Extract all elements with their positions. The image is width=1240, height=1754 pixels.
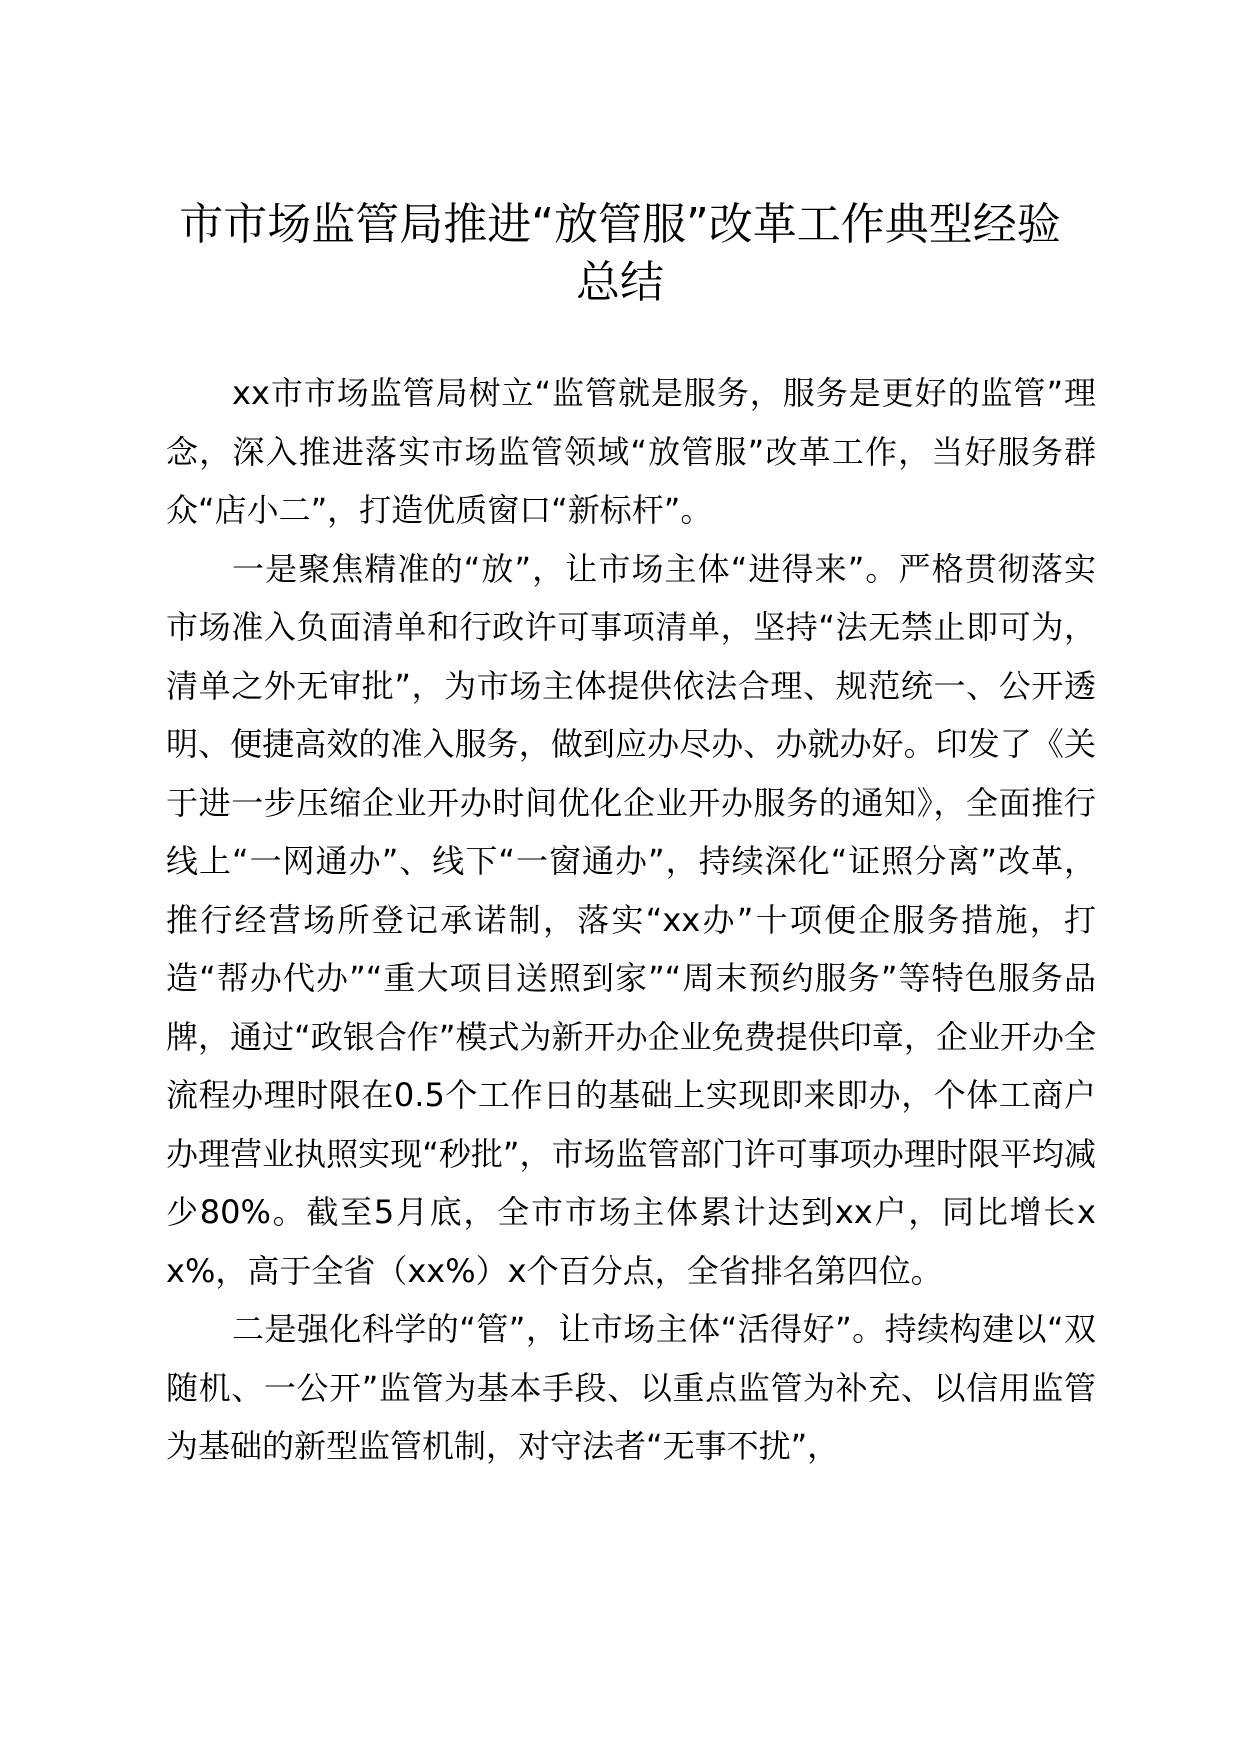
paragraph-intro: xx市市场监管局树立“监管就是服务，服务是更好的监管”理念，深入推进落实市场监管领域“放管服”改革工作，当好服务群众“店小二”，打造优质窗口“新标杆”。 [166, 374, 1096, 529]
document-body [166, 364, 1096, 1476]
paragraph-fang: 一是聚焦精准的“放”，让市场主体“进得来”。严格贯彻落实市场准入负面清单和行政许可事项清单，坚持“法无禁止即可为，清单之外无审批”，为市场主体提供依法合理、规范统一、公开透明、便捷高效的准入服务，做到应办尽办、办就办好。印发了《关于进一步压缩企业开办时间优化企业开办服务的通知》，全面推行线上“一网通办”、线下“一窗通办”，持续深化“证照分离”改革，推行经营场所登记承诺制，落实“xx办”十项便企服务措施，打造“帮办代办”“重大项目送照到家”“周末预约服务”等特色服务品牌，通过“政银合作”模式为新开办企业免费提供印章，企业开办全流程办理时限在0.5个工作日的基础上实现即来即办，个体工商户办理营业执照实现“秒批”，市场监管部门许可事项办理时限平均减少80%。截至5月底，全市市场主体累计达到xx户，同比增长xx%，高于全省（xx%）x个百分点，全省排名第四位。 [166, 549, 1096, 1290]
document-title: 市市场监管局推进“放管服”改革工作典型经验总结 [179, 199, 1061, 308]
paragraph-guan: 二是强化科学的“管”，让市场主体“活得好”。持续构建以“双随机、一公开”监管为基本手段、以重点监管为补充、以信用监管为基础的新型监管机制，对守法者“无事不扰”， [166, 1310, 1096, 1465]
